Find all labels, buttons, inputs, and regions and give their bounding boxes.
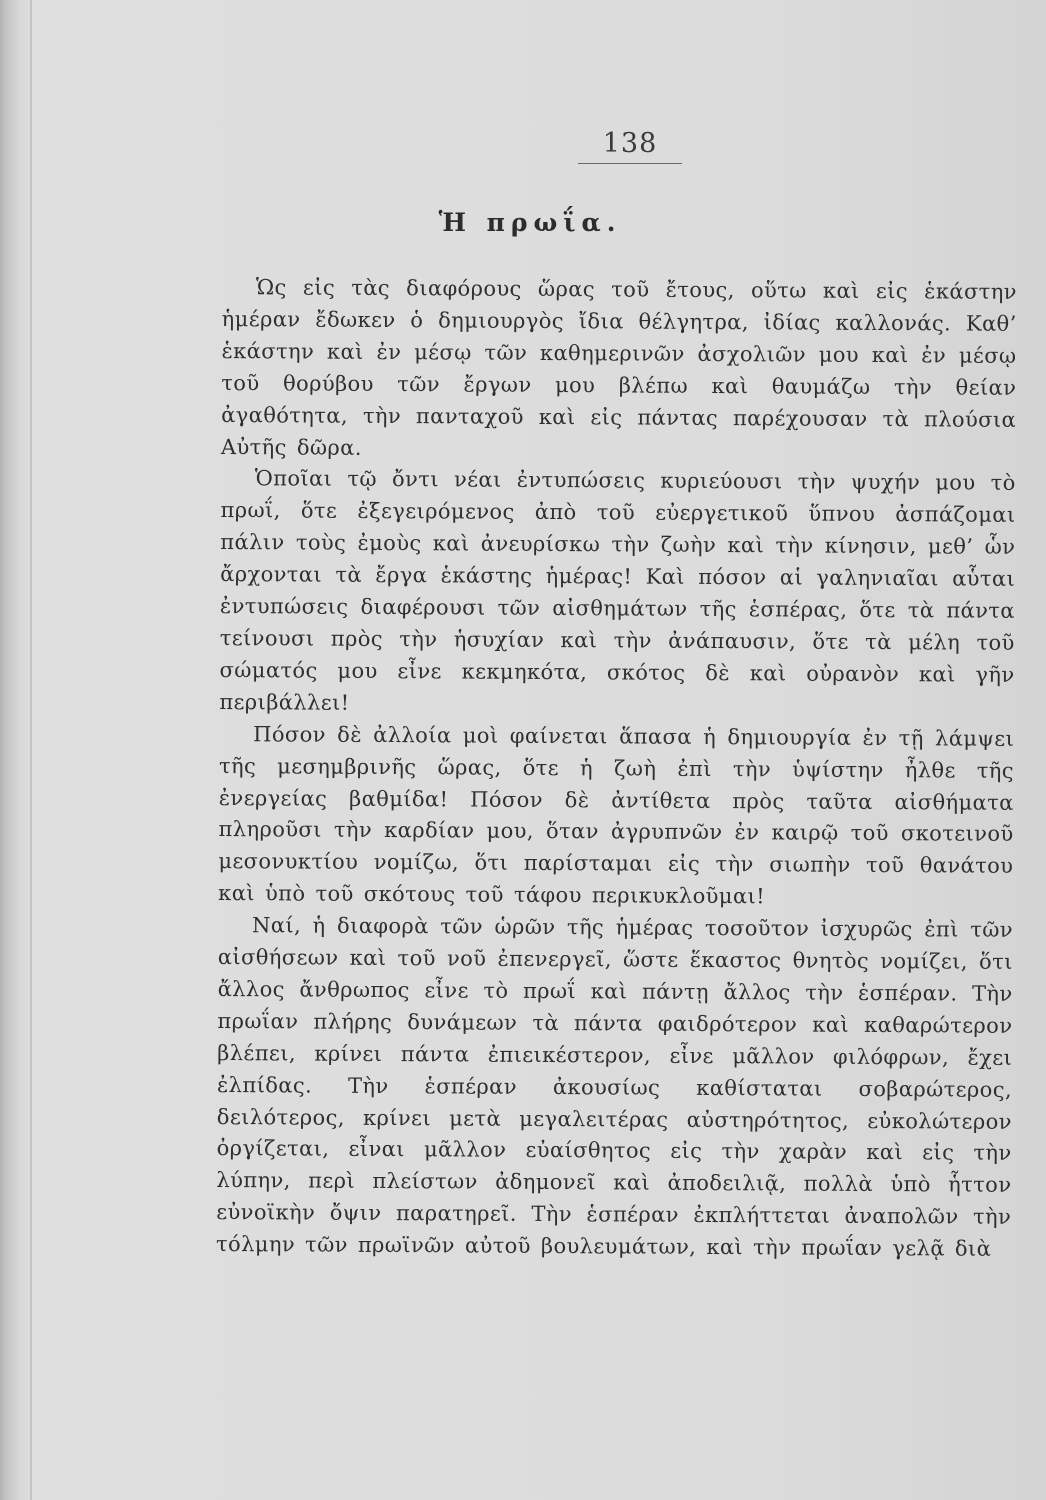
page-number: 138 bbox=[578, 128, 682, 164]
body-text bbox=[216, 272, 1017, 1266]
paragraph-4: Ναί, ἡ διαφορὰ τῶν ὡρῶν τῆς ἡμέρας τοσοῦτον ἰσχυρῶς ἐπὶ τῶν αἰσθήσεων καὶ τοῦ νοῦ ἐπενεργεῖ, ὥστε ἕκαστος θνητὸς νομίζει, ὅτι ἄλλος ἄνθρωπος εἶνε τὸ πρωΐ καὶ πάντῃ ἄλλος τὴν ἑσπέραν. Τὴν πρωΐαν πλήρης δυνάμεων τὰ πάντα φαιδρότερον καὶ καθαρώτερον βλέπει, κρίνει πάντα ἐπιεικέστερον, εἶνε μᾶλλον φιλόφρων, ἔχει ἐλπίδας. Τὴν ἑσπέραν ἀκουσίως καθίσταται σοβαρώτερος, δειλότερος, κρίνει μετὰ μεγαλειτέρας αὐστηρότητος, εὐκολώτερον ὀργίζεται, εἶναι μᾶλλον εὐαίσθητος εἰς τὴν χαρὰν καὶ εἰς τὴν λύπην, περὶ πλείστων ἀδημονεῖ καὶ ἀποδειλιᾷ, πολλὰ ὑπὸ ἧττον εὐνοϊκὴν ὄψιν παρατηρεῖ. Τὴν ἑσπέραν ἐκπλήττεται ἀναπολῶν τὴν τόλμην τῶν πρωϊνῶν αὐτοῦ βουλευμάτων, καὶ τὴν πρωΐαν γελᾷ διὰ bbox=[215, 913, 1014, 1261]
paragraph-3: Πόσον δὲ ἀλλοία μοὶ φαίνεται ἅπασα ἡ δημιουργία ἐν τῇ λάμψει τῆς μεσημβρινῆς ὥρας, ὅτε ἡ ζωὴ ἐπὶ τὴν ὑψίστην ἦλθε τῆς ἐνεργείας βαθμίδα! Πόσον δὲ ἀντίθετα πρὸς ταῦτα αἰσθήματα πληροῦσι τὴν καρδίαν μου, ὅταν ἀγρυπνῶν ἐν καιρῷ τοῦ σκοτεινοῦ μεσονυκτίου νομίζω, ὅτι παρίσταμαι εἰς τὴν σιωπὴν τοῦ θανάτου καὶ ὑπὸ τοῦ σκότους τοῦ τάφου περικυκλοῦμαι! bbox=[218, 721, 1015, 909]
page-binding-shadow bbox=[0, 0, 20, 1500]
paragraph-2: Ὁποῖαι τῷ ὄντι νέαι ἐντυπώσεις κυριεύουσι τὴν ψυχήν μου τὸ πρωΐ, ὅτε ἐξεγειρόμενος ἀπὸ τοῦ εὐεργετικοῦ ὕπνου ἀσπάζομαι πάλιν τοὺς ἐμοὺς καὶ ἀνευρίσκω τὴν ζωὴν καὶ τὴν κίνησιν, μεθ’ ὧν ἄρχονται τὰ ἔργα ἑκάστης ἡμέρας! Καὶ πόσον αἱ γαληνιαῖαι αὗται ἐντυπώσεις διαφέρουσι τῶν αἰσθημάτων τῆς ἑσπέρας, ὅτε τὰ πάντα τείνουσι πρὸς τὴν ἡσυχίαν καὶ τὴν ἀνάπαυσιν, ὅτε τὰ μέλη τοῦ σώματός μου εἶνε κεκμηκότα, σκότος δὲ καὶ οὐρανὸν καὶ γῆν περιβάλλει! bbox=[219, 466, 1016, 715]
paragraph-1: Ὡς εἰς τὰς διαφόρους ὥρας τοῦ ἔτους, οὕτω καὶ εἰς ἑκάστην ἡμέραν ἔδωκεν ὁ δημιουργὸς ἴδια θέλγητρα, ἰδίας καλλονάς. Καθ’ ἑκάστην καὶ ἐν μέσῳ τῶν καθημερινῶν ἀσχολιῶν μου καὶ ἐν μέσῳ τοῦ θορύβου τῶν ἔργων μου βλέπω καὶ θαυμάζω τὴν θείαν ἀγαθότητα, τὴν πανταχοῦ καὶ εἰς πάντας παρέχουσαν τὰ πλούσια Αὐτῆς δῶρα. bbox=[220, 275, 1017, 460]
page-edge-line bbox=[30, 0, 32, 1500]
section-title: Ἡ πρωΐα. bbox=[438, 208, 622, 237]
